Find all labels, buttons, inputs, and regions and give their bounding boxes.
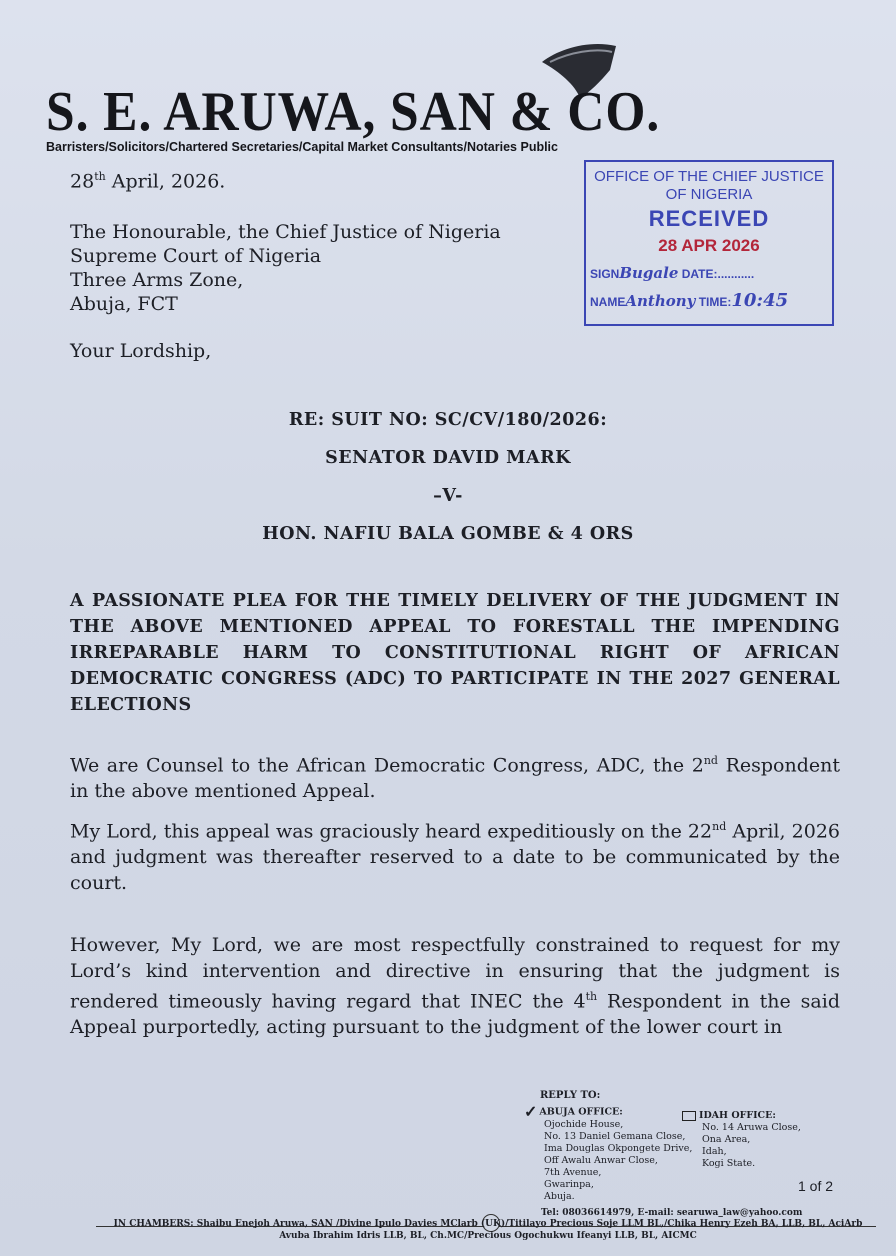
- paragraph-1: We are Counsel to the African Democratic Congress, ADC, the 2nd Respondent in the above mentioned Appeal.: [70, 754, 840, 803]
- contact-info: Tel: 08036614979, E-mail: searuwa_law@yahoo.com: [541, 1208, 803, 1218]
- addressee-block: [70, 220, 501, 316]
- paragraph-2: My Lord, this appeal was graciously heard expeditiously on the 22nd April, 2026 and judgment was thereafter reserved to a date to be communicated by the court.: [70, 820, 841, 895]
- firm-tagline: Barristers/Solicitors/Chartered Secretaries/Capital Market Consultants/Notaries Public: [46, 140, 558, 154]
- idah-office: IDAH OFFICE: No. 14 Aruwa Close, Ona Area, Idah, Kogi State.: [682, 1110, 801, 1170]
- stamp-office: OFFICE OF THE CHIEF JUSTICE OF NIGERIA: [594, 168, 824, 203]
- stamp-date: 28 APR 2026: [658, 236, 760, 255]
- stamp-name: Anthony: [625, 292, 696, 310]
- stamp-name-row: NAMEAnthony TIME:10:45: [590, 290, 789, 311]
- checkbox-icon: [682, 1111, 696, 1121]
- addressee-line: The Honourable, the Chief Justice of Nigeria: [70, 221, 501, 243]
- paragraph-3: However, My Lord, we are most respectfully constrained to request for my Lord’s kind intervention and directive in ensuring that the judgment is rendered timeously having regard that INEC the 4th Respondent in the said Appeal purportedly, acting pursuant to the judgment of the lower court in: [70, 934, 840, 1039]
- addressee-line: Abuja, FCT: [70, 293, 178, 315]
- reply-to-label: REPLY TO:: [540, 1090, 601, 1101]
- chambers-list: IN CHAMBERS: Shaibu Enejoh Aruwa, SAN /Divine Ipulo Davies MClarb (UK)/Titilayo Precious Soje LLM BL,/Chika Henry Ezeh BA, LLB, BL, AciArb Avuba Ibrahim Idris LLB, BL, Ch.MC/Precious Ogochukwu Ifeanyi LLB, BL, AICMC: [113, 1219, 863, 1241]
- page-number: 1 of 2: [798, 1178, 834, 1194]
- suit-number: RE: SUIT NO: SC/CV/180/2026:: [288, 410, 608, 430]
- respondents: HON. NAFIU BALA GOMBE & 4 ORS: [262, 524, 634, 544]
- received-stamp: [584, 160, 834, 326]
- stamp-time: 10:45: [731, 290, 789, 311]
- abuja-office: ✓ ABUJA OFFICE: Ojochide House, No. 13 Daniel Gemana Close, Ima Douglas Okpongete Drive, Off Awalu Anwar Close, 7th Avenue, Gwarinpa, Abuja.: [524, 1102, 693, 1202]
- stamp-signature: Bugale: [619, 264, 679, 282]
- firm-name: S. E. ARUWA, SAN & CO.: [46, 81, 661, 143]
- letter-date: 28th April, 2026.: [70, 170, 226, 193]
- stamp-sign-row: SIGNBugale DATE:...........: [590, 264, 755, 282]
- checkmark-icon: ✓: [524, 1102, 538, 1121]
- addressee-line: Three Arms Zone,: [70, 269, 244, 291]
- versus: –V-: [433, 486, 463, 506]
- letter-heading: A PASSIONATE PLEA FOR THE TIMELY DELIVERY OF THE JUDGMENT IN THE ABOVE MENTIONED APPEAL TO FORESTALL THE IMPENDING IRREPARABLE HARM TO CONSTITUTIONAL RIGHT OF AFRICAN DEMOCRATIC CONGRESS (ADC) TO PARTICIPATE IN THE 2027 GENERAL ELECTIONS: [70, 591, 840, 715]
- appellant: SENATOR DAVID MARK: [325, 448, 571, 468]
- addressee-line: Supreme Court of Nigeria: [70, 245, 322, 267]
- stamp-received: RECEIVED: [648, 206, 770, 231]
- salutation: Your Lordship,: [70, 340, 212, 362]
